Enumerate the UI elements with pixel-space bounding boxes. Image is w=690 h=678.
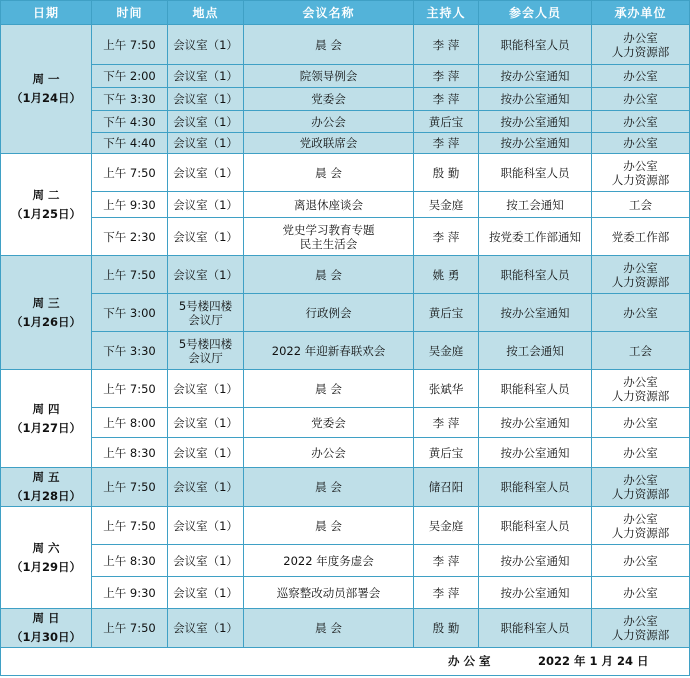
- day-name: 周 三: [32, 295, 60, 310]
- day-name: 周 四: [32, 401, 60, 416]
- attendees-cell: 职能科室人员: [479, 507, 592, 545]
- attendees-cell: 按办公室通知: [479, 294, 592, 332]
- schedule-row: [1, 154, 690, 192]
- attendees-cell: 按办公室通知: [479, 408, 592, 438]
- attendees-cell: 按党委工作部通知: [479, 218, 592, 256]
- host-cell: 李 萍: [414, 88, 479, 111]
- host-cell: 储召阳: [414, 468, 479, 507]
- place-cell: 会议室（1）: [168, 192, 244, 218]
- time-cell: 下午 2:30: [92, 218, 168, 256]
- time-cell: 上午 7:50: [92, 25, 168, 65]
- schedule-row: [1, 133, 690, 154]
- header-attendees: 参会人员: [479, 1, 592, 25]
- meeting-name-cell: 晨 会: [244, 468, 414, 507]
- day-cell: [1, 154, 92, 256]
- organizer-cell: 党委工作部: [592, 218, 690, 256]
- attendees-cell: 职能科室人员: [479, 256, 592, 294]
- time-cell: 上午 7:50: [92, 370, 168, 408]
- host-cell: 殷 勤: [414, 609, 479, 648]
- meeting-name-cell: 党委会: [244, 88, 414, 111]
- place-cell: 会议室（1）: [168, 154, 244, 192]
- schedule-row: [1, 408, 690, 438]
- time-cell: 下午 4:30: [92, 111, 168, 133]
- schedule-row: [1, 370, 690, 408]
- day-date: （1月28日）: [10, 489, 81, 503]
- place-cell: 会议室（1）: [168, 65, 244, 88]
- host-cell: 吴金庭: [414, 332, 479, 370]
- host-cell: 黄后宝: [414, 438, 479, 468]
- host-cell: 黄后宝: [414, 294, 479, 332]
- header-row: [1, 1, 690, 25]
- host-cell: 吴金庭: [414, 507, 479, 545]
- schedule-row: [1, 507, 690, 545]
- host-cell: 李 萍: [414, 25, 479, 65]
- attendees-cell: 职能科室人员: [479, 25, 592, 65]
- meeting-name-cell: 党政联席会: [244, 133, 414, 154]
- time-cell: 上午 8:00: [92, 408, 168, 438]
- header-meeting-name: 会议名称: [244, 1, 414, 25]
- header-organizer: 承办单位: [592, 1, 690, 25]
- organizer-cell: 办公室: [592, 577, 690, 609]
- place-cell: 会议室（1）: [168, 88, 244, 111]
- time-cell: 上午 7:50: [92, 468, 168, 507]
- organizer-cell: 办公室 人力资源部: [592, 154, 690, 192]
- meeting-name-cell: 2022 年度务虚会: [244, 545, 414, 577]
- organizer-cell: 办公室: [592, 111, 690, 133]
- meeting-name-cell: 晨 会: [244, 256, 414, 294]
- day-cell: [1, 256, 92, 370]
- time-cell: 上午 7:50: [92, 609, 168, 648]
- organizer-cell: 办公室 人力资源部: [592, 468, 690, 507]
- organizer-cell: 工会: [592, 332, 690, 370]
- schedule-row: [1, 65, 690, 88]
- attendees-cell: 按工会通知: [479, 332, 592, 370]
- place-cell: 会议室（1）: [168, 609, 244, 648]
- attendees-cell: 职能科室人员: [479, 609, 592, 648]
- time-cell: 上午 9:30: [92, 577, 168, 609]
- schedule-row: [1, 332, 690, 370]
- meeting-name-cell: 行政例会: [244, 294, 414, 332]
- header-place: 地点: [168, 1, 244, 25]
- meeting-name-cell: 巡察整改动员部署会: [244, 577, 414, 609]
- day-date: （1月27日）: [10, 420, 81, 435]
- header-host: 主持人: [414, 1, 479, 25]
- day-date: （1月25日）: [10, 206, 81, 221]
- organizer-cell: 办公室: [592, 438, 690, 468]
- organizer-cell: 办公室: [592, 65, 690, 88]
- organizer-cell: 办公室: [592, 294, 690, 332]
- organizer-cell: 办公室 人力资源部: [592, 507, 690, 545]
- host-cell: 李 萍: [414, 65, 479, 88]
- schedule-row: [1, 468, 690, 507]
- place-cell: 会议室（1）: [168, 370, 244, 408]
- time-cell: 上午 7:50: [92, 507, 168, 545]
- organizer-cell: 办公室: [592, 133, 690, 154]
- time-cell: 上午 7:50: [92, 256, 168, 294]
- attendees-cell: 职能科室人员: [479, 370, 592, 408]
- day-date: （1月24日）: [10, 91, 81, 105]
- meeting-name-cell: 办公会: [244, 438, 414, 468]
- organizer-cell: 办公室: [592, 88, 690, 111]
- organizer-cell: 办公室: [592, 408, 690, 438]
- place-cell: 会议室（1）: [168, 577, 244, 609]
- host-cell: 吴金庭: [414, 192, 479, 218]
- day-date: （1月30日）: [10, 630, 81, 644]
- meeting-name-cell: 晨 会: [244, 609, 414, 648]
- day-cell: [1, 507, 92, 609]
- meeting-name-cell: 晨 会: [244, 154, 414, 192]
- time-cell: 下午 4:40: [92, 133, 168, 154]
- attendees-cell: 按办公室通知: [479, 438, 592, 468]
- place-cell: 会议室（1）: [168, 468, 244, 507]
- footer-office: 办 公 室: [448, 654, 491, 668]
- attendees-cell: 职能科室人员: [479, 468, 592, 507]
- time-cell: 下午 3:00: [92, 294, 168, 332]
- schedule-row: [1, 88, 690, 111]
- place-cell: 会议室（1）: [168, 438, 244, 468]
- meeting-name-cell: 离退休座谈会: [244, 192, 414, 218]
- host-cell: 姚 勇: [414, 256, 479, 294]
- attendees-cell: 按办公室通知: [479, 577, 592, 609]
- day-cell: [1, 468, 92, 507]
- time-cell: 上午 8:30: [92, 545, 168, 577]
- time-cell: 下午 3:30: [92, 88, 168, 111]
- place-cell: 会议室（1）: [168, 507, 244, 545]
- attendees-cell: 按办公室通知: [479, 65, 592, 88]
- day-name: 周 二: [32, 187, 60, 202]
- organizer-cell: 办公室 人力资源部: [592, 609, 690, 648]
- organizer-cell: 办公室: [592, 545, 690, 577]
- attendees-cell: 按办公室通知: [479, 111, 592, 133]
- place-cell: 会议室（1）: [168, 133, 244, 154]
- host-cell: 李 萍: [414, 545, 479, 577]
- host-cell: 李 萍: [414, 218, 479, 256]
- schedule-row: [1, 192, 690, 218]
- host-cell: 李 萍: [414, 133, 479, 154]
- schedule-row: [1, 294, 690, 332]
- day-name: 周 日: [32, 611, 60, 625]
- schedule-row: [1, 111, 690, 133]
- place-cell: 5号楼四楼 会议厅: [168, 332, 244, 370]
- schedule-row: [1, 256, 690, 294]
- meeting-name-cell: 院领导例会: [244, 65, 414, 88]
- host-cell: 李 萍: [414, 577, 479, 609]
- place-cell: 会议室（1）: [168, 545, 244, 577]
- time-cell: 下午 2:00: [92, 65, 168, 88]
- meeting-name-cell: 2022 年迎新春联欢会: [244, 332, 414, 370]
- meeting-name-cell: 晨 会: [244, 25, 414, 65]
- schedule-row: [1, 25, 690, 65]
- host-cell: 张斌华: [414, 370, 479, 408]
- meeting-name-cell: 晨 会: [244, 507, 414, 545]
- host-cell: 殷 勤: [414, 154, 479, 192]
- time-cell: 下午 3:30: [92, 332, 168, 370]
- attendees-cell: 职能科室人员: [479, 154, 592, 192]
- attendees-cell: 按办公室通知: [479, 133, 592, 154]
- day-name: 周 一: [32, 72, 60, 86]
- host-cell: 黄后宝: [414, 111, 479, 133]
- day-cell: [1, 609, 92, 648]
- place-cell: 会议室（1）: [168, 408, 244, 438]
- attendees-cell: 按办公室通知: [479, 88, 592, 111]
- organizer-cell: 工会: [592, 192, 690, 218]
- organizer-cell: 办公室 人力资源部: [592, 25, 690, 65]
- host-cell: 李 萍: [414, 408, 479, 438]
- time-cell: 上午 7:50: [92, 154, 168, 192]
- schedule-row: [1, 609, 690, 648]
- header-time: 时间: [92, 1, 168, 25]
- day-date: （1月29日）: [10, 559, 81, 574]
- day-name: 周 五: [32, 470, 60, 484]
- meeting-name-cell: 晨 会: [244, 370, 414, 408]
- meeting-name-cell: 办公会: [244, 111, 414, 133]
- day-cell: [1, 25, 92, 154]
- place-cell: 会议室（1）: [168, 111, 244, 133]
- day-date: （1月26日）: [10, 314, 81, 329]
- schedule-row: [1, 438, 690, 468]
- organizer-cell: 办公室 人力资源部: [592, 370, 690, 408]
- time-cell: 上午 9:30: [92, 192, 168, 218]
- organizer-cell: 办公室 人力资源部: [592, 256, 690, 294]
- day-name: 周 六: [32, 540, 60, 555]
- footer-date: 2022 年 1 月 24 日: [538, 654, 649, 668]
- time-cell: 上午 8:30: [92, 438, 168, 468]
- day-cell: [1, 370, 92, 468]
- schedule-body: [1, 25, 690, 676]
- header-date: 日期: [1, 1, 92, 25]
- place-cell: 会议室（1）: [168, 256, 244, 294]
- place-cell: 会议室（1）: [168, 25, 244, 65]
- schedule-row: [1, 545, 690, 577]
- meeting-name-cell: 党委会: [244, 408, 414, 438]
- place-cell: 5号楼四楼 会议厅: [168, 294, 244, 332]
- place-cell: 会议室（1）: [168, 218, 244, 256]
- schedule-row: [1, 218, 690, 256]
- attendees-cell: 按办公室通知: [479, 545, 592, 577]
- schedule-row: [1, 577, 690, 609]
- attendees-cell: 按工会通知: [479, 192, 592, 218]
- meeting-name-cell: 党史学习教育专题 民主生活会: [244, 218, 414, 256]
